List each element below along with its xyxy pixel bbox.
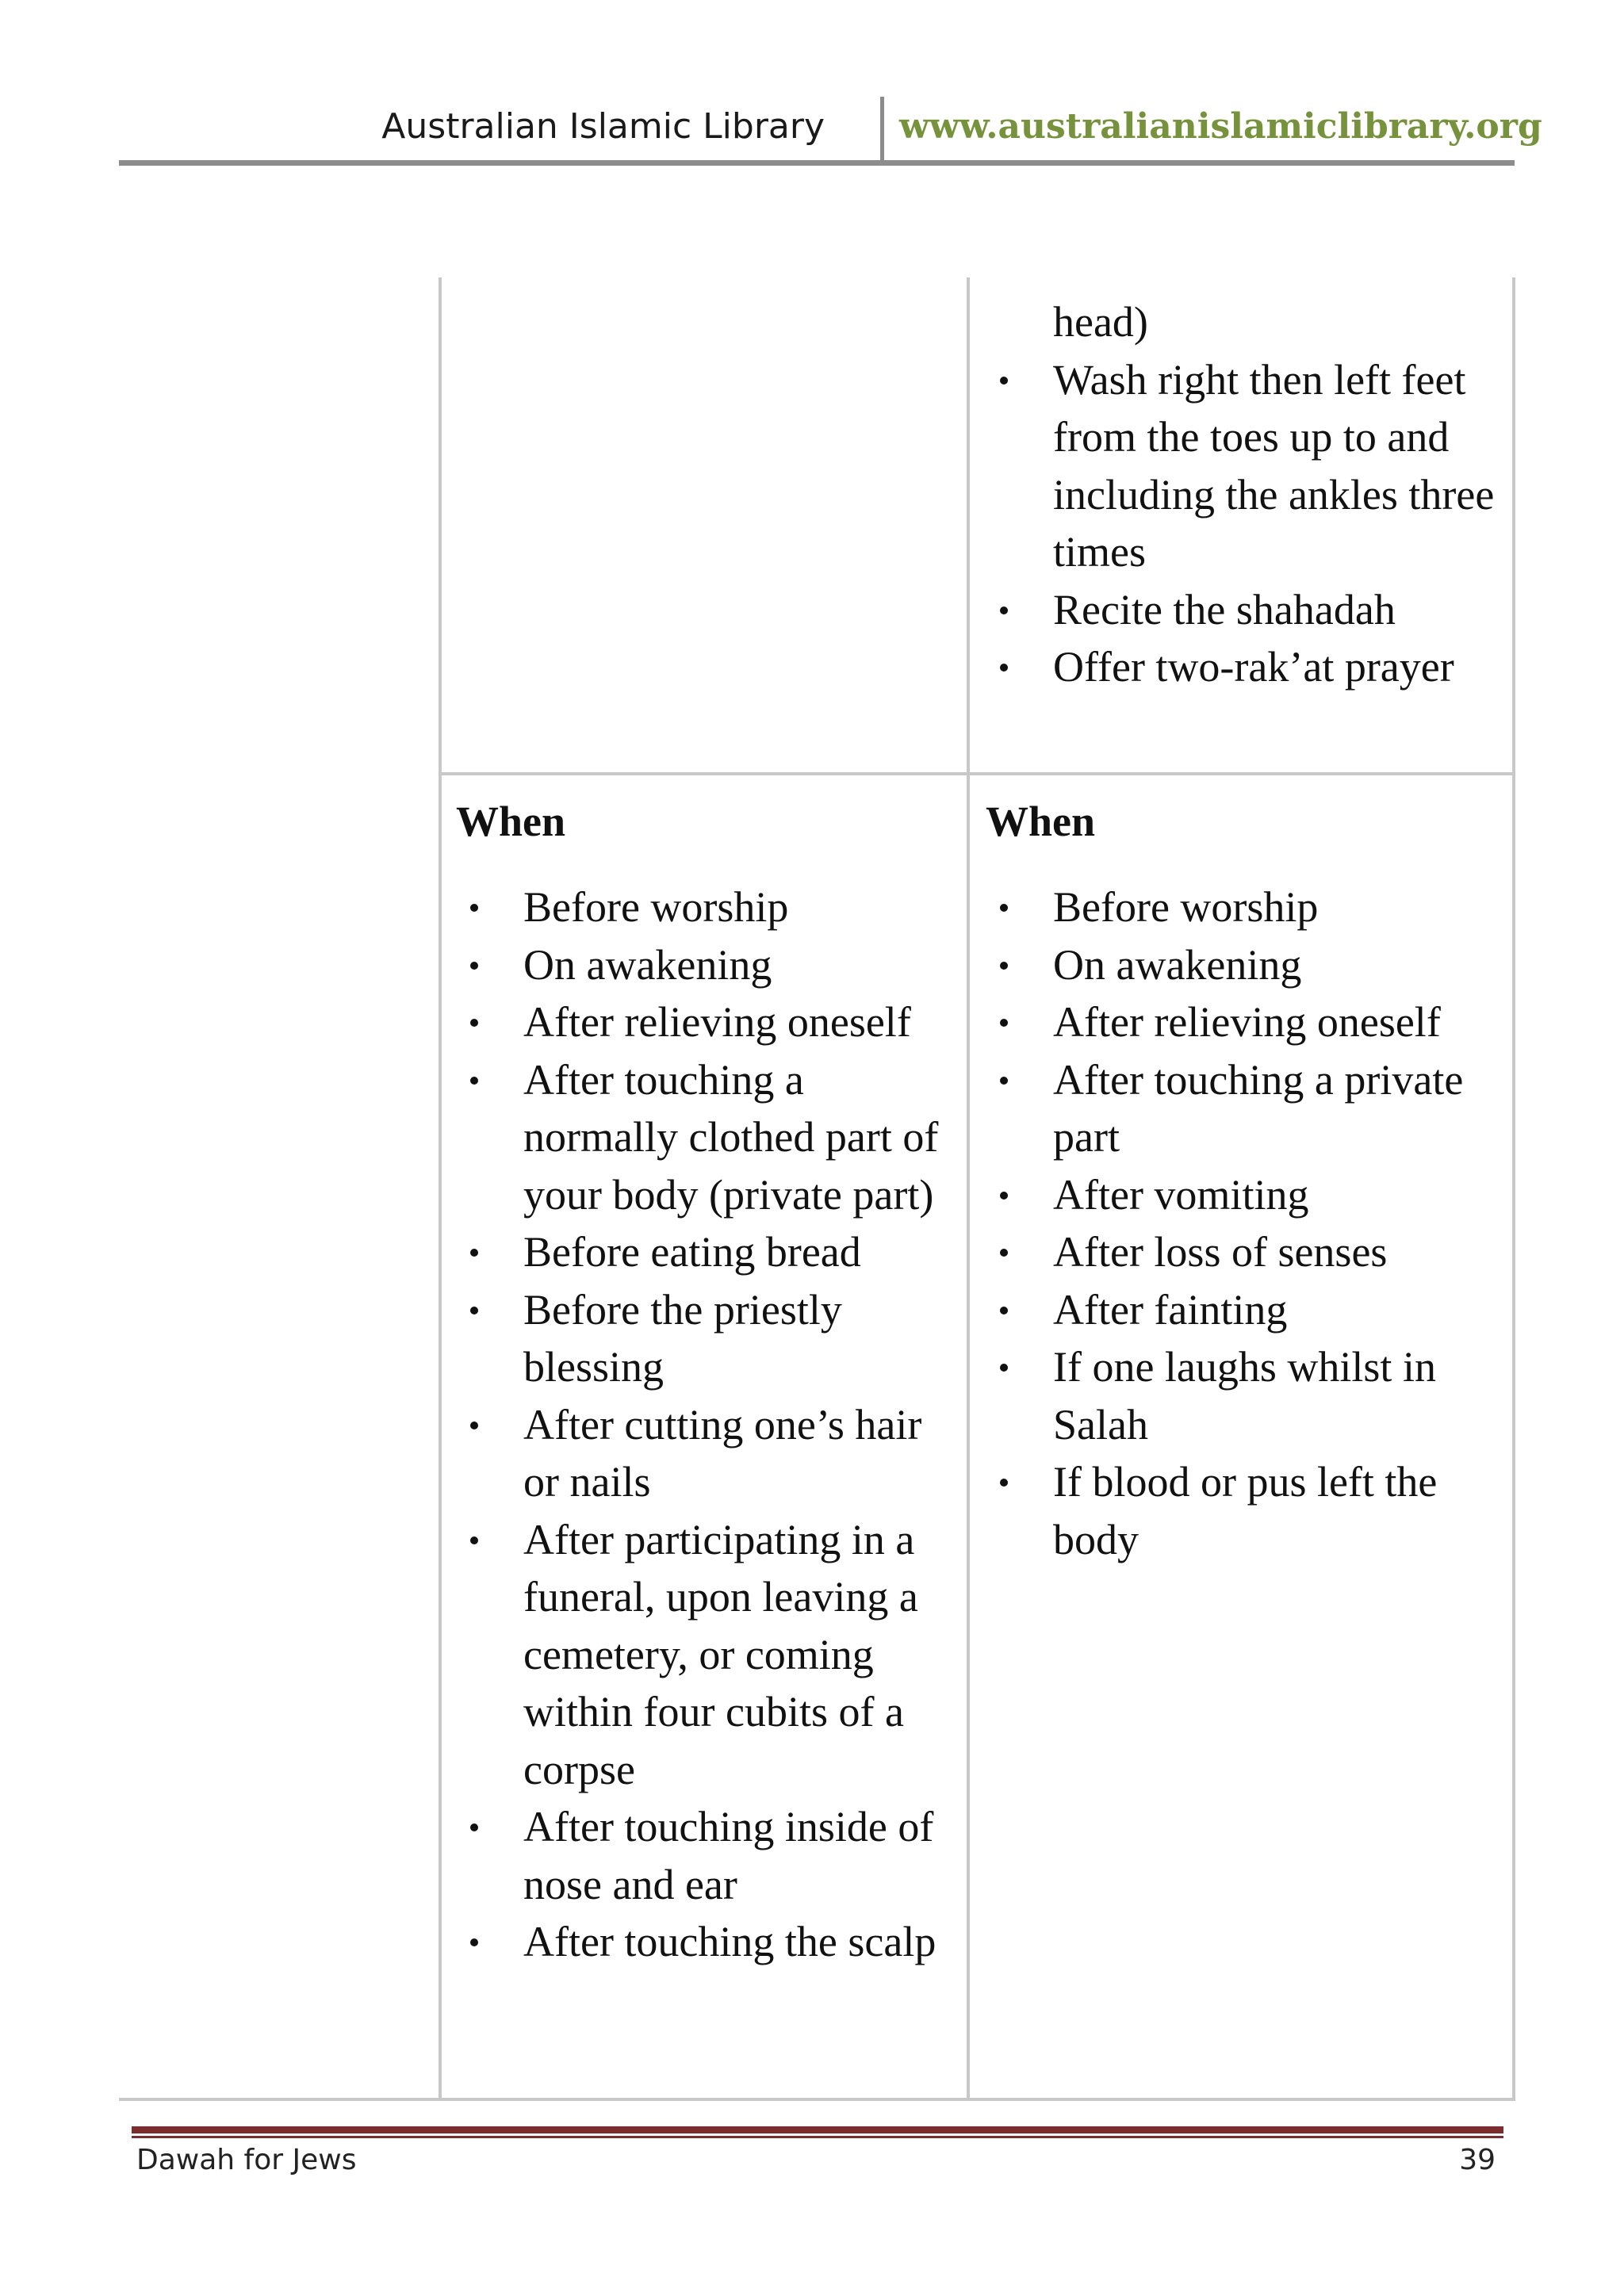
left-column-heading: When	[456, 798, 566, 845]
list-item: On awakening	[986, 936, 1509, 994]
bottom-left-cell	[456, 793, 967, 1971]
library-url[interactable]: www.australianislamiclibrary.org	[899, 106, 1542, 147]
list-item: head)	[1053, 298, 1148, 346]
list-item: After touching inside of nose and ear	[456, 1798, 967, 1913]
bottom-right-cell	[986, 793, 1509, 1568]
comparison-table	[439, 277, 1517, 2101]
list-item: After touching the scalp	[456, 1913, 967, 1971]
list-item: After participating in a funeral, upon leaving a cemetery, or coming within four cubits of a corpse	[456, 1511, 967, 1799]
list-item: On awakening	[456, 936, 967, 994]
right-column-heading: When	[986, 798, 1096, 845]
document-title: Dawah for Jews	[136, 2144, 357, 2176]
bottom-right-list	[986, 878, 1509, 1568]
library-name: Australian Islamic Library	[381, 106, 825, 147]
list-item: After relieving oneself	[986, 993, 1509, 1051]
page-number: 39	[1459, 2144, 1496, 2176]
list-item: After touching a private part	[986, 1051, 1509, 1166]
list-item: After cutting one’s hair or nails	[456, 1396, 967, 1511]
table-row-divider	[439, 772, 1515, 775]
table-border-bottom	[119, 2098, 1515, 2101]
footer-rule-thin	[132, 2136, 1503, 2138]
list-item: Offer two-rak’at prayer	[986, 638, 1509, 696]
list-item: After vomiting	[986, 1166, 1509, 1224]
table-border-left	[439, 277, 442, 2101]
list-item: After relieving oneself	[456, 993, 967, 1051]
list-item: Before worship	[986, 878, 1509, 936]
list-item: Before worship	[456, 878, 967, 936]
list-item: After touching a normally clothed part of your body (private part)	[456, 1051, 967, 1224]
footer-rule	[132, 2126, 1503, 2133]
table-border-right	[1512, 277, 1515, 2101]
top-right-cell	[986, 293, 1509, 696]
list-item: If one laughs whilst in Salah	[986, 1338, 1509, 1453]
header-rule	[119, 160, 1515, 166]
table-border-middle	[967, 277, 970, 2101]
top-right-list	[986, 293, 1509, 696]
list-item: If blood or pus left the body	[986, 1453, 1509, 1568]
list-item: Recite the shahadah	[986, 581, 1509, 639]
page-header	[119, 97, 1542, 160]
list-item: Wash right then left feet from the toes up to and including the ankles three times	[986, 351, 1509, 581]
list-item: Before eating bread	[456, 1223, 967, 1281]
list-item: After loss of senses	[986, 1223, 1509, 1281]
list-item: Before the priestly blessing	[456, 1281, 967, 1396]
list-item: After fainting	[986, 1281, 1509, 1339]
header-separator	[880, 97, 884, 160]
bottom-left-list	[456, 878, 967, 1971]
